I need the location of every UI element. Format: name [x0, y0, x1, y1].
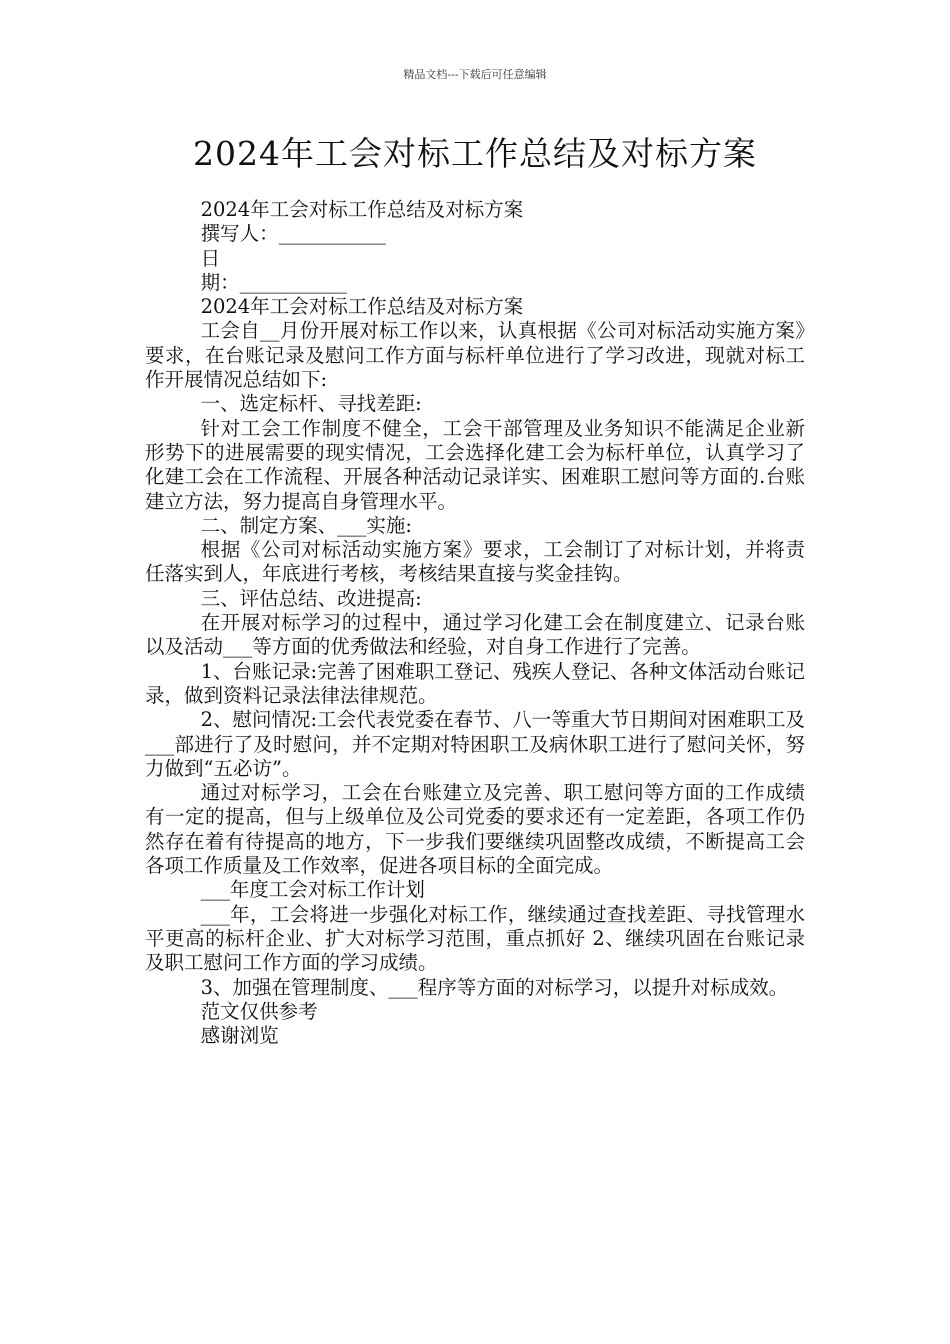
section-2-body: 根据《公司对标活动实施方案》要求，工会制订了对标计划，并将责任落实到人，年底进行考核，考核结果直接与奖金挂钩。	[145, 538, 805, 586]
plan-title: ___年度工会对标工作计划	[200, 878, 425, 902]
plan-item-3: 3、加强在管理制度、___程序等方面的对标学习，以提升对标成效。	[200, 975, 789, 999]
section-3-title: 三、评估总结、改进提高:	[200, 586, 422, 610]
date-line-label: 日	[200, 246, 221, 270]
document-title: 2024年工会对标工作总结及对标方案	[193, 134, 757, 173]
closing-thanks: 感谢浏览	[200, 1024, 279, 1048]
item-1: 1、台账记录:完善了困难职工登记、残疾人登记、各种文体活动台账记录，做到资料记录法律法律规范。	[145, 659, 805, 707]
section-heading: 2024年工会对标工作总结及对标方案	[200, 295, 524, 319]
closing-reference-note: 范文仅供参考	[200, 999, 318, 1023]
date-line-value: 期：___________	[200, 270, 347, 294]
section-1-title: 一、选定标杆、寻找差距:	[200, 392, 422, 416]
section-3-body: 在开展对标学习的过程中，通过学习化建工会在制度建立、记录台账以及活动___等方面的优秀做法和经验，对自身工作进行了完善。	[145, 611, 805, 659]
header-note: 精品文档---下载后可任意编辑	[403, 68, 547, 81]
subtitle: 2024年工会对标工作总结及对标方案	[200, 198, 524, 221]
item-2: 2、慰问情况:工会代表党委在春节、八一等重大节日期间对困难职工及___部进行了及时慰问，并不定期对特困职工及病休职工进行了慰问关怀，努力做到“五必访”。	[145, 708, 805, 780]
intro-paragraph: 工会自__月份开展对标工作以来，认真根据《公司对标活动实施方案》要求，在台账记录及慰问工作方面与标杆单位进行了学习改进，现就对标工作开展情况总结如下:	[145, 319, 805, 392]
plan-body: ___年，工会将进一步强化对标工作，继续通过查找差距、寻找管理水平更高的标杆企业、扩大对标学习范围，重点抓好 2、继续巩固在台账记录及职工慰问工作方面的学习成绩。	[145, 902, 805, 975]
author-line: 撰写人：___________	[200, 222, 386, 246]
section-2-title: 二、制定方案、___实施:	[200, 513, 412, 537]
section-1-body: 针对工会工作制度不健全，工会干部管理及业务知识不能满足企业新形势下的进展需要的现实情况，工会选择化建工会为标杆单位，认真学习了化建工会在工作流程、开展各种活动记录详实、困难职工慰问等方面的.台账建立方法，努力提高自身管理水平。	[145, 416, 805, 513]
document-body	[145, 198, 805, 1048]
summary-paragraph: 通过对标学习，工会在台账建立及完善、职工慰问等方面的工作成绩有一定的提高，但与上级单位及公司党委的要求还有一定差距，各项工作仍然存在着有待提高的地方，下一步我们要继续巩固整改成绩，不断提高工会各项工作质量及工作效率，促进各项目标的全面完成。	[145, 781, 805, 878]
